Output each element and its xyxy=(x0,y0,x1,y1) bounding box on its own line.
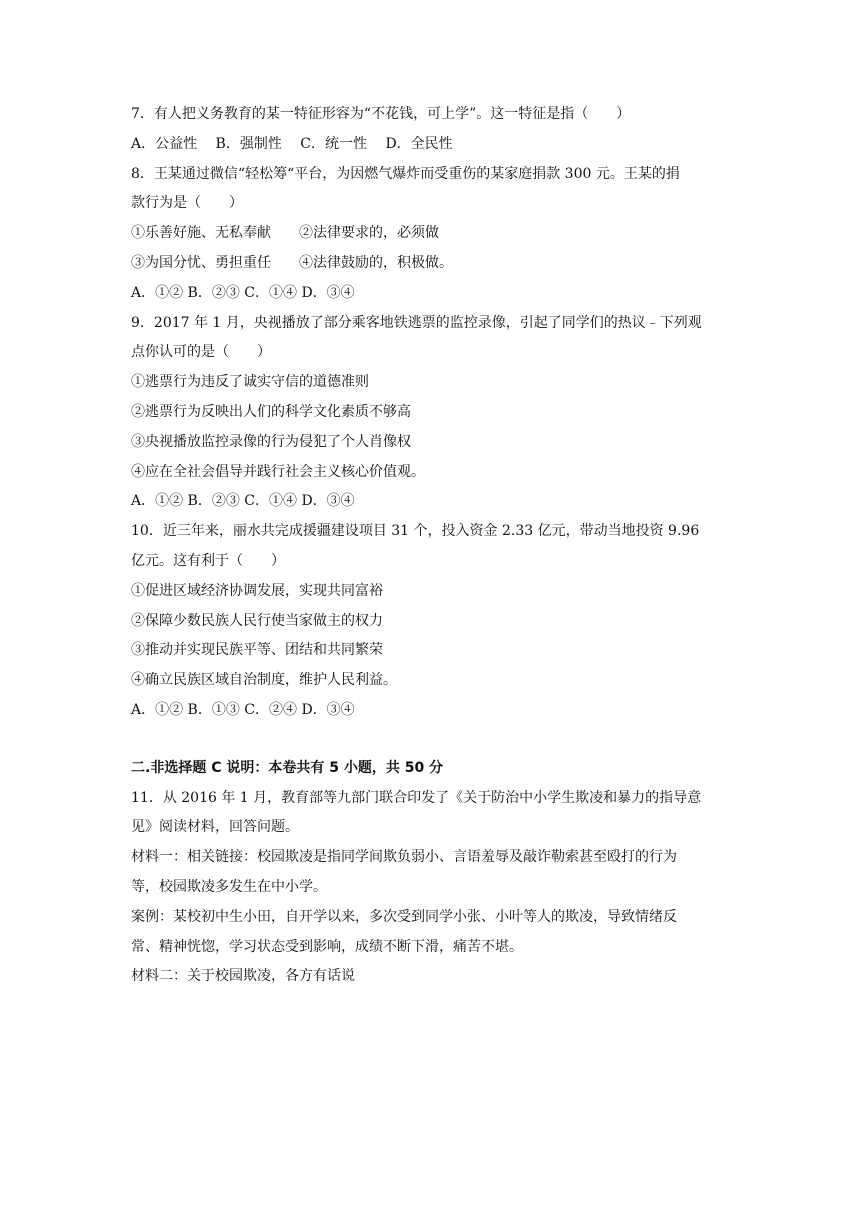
question-10-stem-line-1: 10．近三年来，丽水共完成援疆建设项目 31 个，投入资金 2.33 亿元，带动当地投资 9.96 xyxy=(131,523,700,540)
section-spacer xyxy=(131,726,743,754)
question-9-stem-line-1: 9．2017 年 1 月，央视播放了部分乘客地铁逃票的监控录像，引起了同学们的热议﹣下列观 xyxy=(131,314,702,331)
section-2-heading: 二.非选择题 C 说明：本卷共有 5 小题，共 50 分 xyxy=(131,759,444,776)
question-10-item-4: ④确立民族区域自治制度，维护人民利益。 xyxy=(131,672,397,689)
question-10-stem-line-2: 亿元。这有利于（ ） xyxy=(131,552,285,569)
question-11-stem-line-2: 见》阅读材料，回答问题。 xyxy=(131,819,299,836)
exam-content xyxy=(131,100,743,992)
question-11-stem-line-1: 11．从 2016 年 1 月，教育部等九部门联合印发了《关于防治中小学生欺凌和暴力的指导意 xyxy=(131,789,702,806)
question-10-item-1: ①促进区域经济协调发展，实现共同富裕 xyxy=(131,582,383,599)
material-1-line-1: 材料一：相关链接：校园欺凌是指同学间欺负弱小、言语羞辱及敲诈勒索甚至殴打的行为 xyxy=(131,849,677,866)
question-8-items-line-1: ①乐善好施、无私奉献 ②法律要求的，必须做 xyxy=(131,225,439,242)
question-8-stem-line-1: 8．王某通过微信“轻松筹“平台，为因燃气爆炸而受重伤的某家庭捐款 300 元。王某的捐 xyxy=(131,165,680,182)
question-9-stem-line-2: 点你认可的是（ ） xyxy=(131,344,271,361)
question-10-options: A．①② B．①③ C．②④ D．③④ xyxy=(131,701,355,718)
question-10-item-2: ②保障少数民族人民行使当家做主的权力 xyxy=(131,612,383,629)
question-8-options: A．①② B．②③ C．①④ D．③④ xyxy=(131,284,355,301)
question-8-stem-line-2: 款行为是（ ） xyxy=(131,195,243,212)
question-7-options: A．公益性 B．强制性 C．统一性 D．全民性 xyxy=(131,135,453,152)
question-9-item-4: ④应在全社会倡导并践行社会主义核心价值观。 xyxy=(131,463,425,480)
case-line-2: 常、精神恍惚，学习状态受到影响，成绩不断下滑，痛苦不堪。 xyxy=(131,938,523,955)
question-7-stem: 7．有人把义务教育的某一特征形容为“不花钱，可上学”。这一特征是指（ ） xyxy=(131,106,631,122)
question-9-item-3: ③央视播放监控录像的行为侵犯了个人肖像权 xyxy=(131,433,411,450)
material-1-line-2: 等，校园欺凌多发生在中小学。 xyxy=(131,878,327,895)
question-10-item-3: ③推动并实现民族平等、团结和共同繁荣 xyxy=(131,642,383,659)
question-9-options: A．①② B．②③ C．①④ D．③④ xyxy=(131,493,355,510)
question-8-items-line-2: ③为国分忧、勇担重任 ④法律鼓励的，积极做。 xyxy=(131,254,453,271)
case-line-1: 案例：某校初中生小田，自开学以来，多次受到同学小张、小叶等人的欺凌，导致情绪反 xyxy=(131,908,677,925)
question-9-item-2: ②逃票行为反映出人们的科学文化素质不够高 xyxy=(131,403,411,420)
question-9-item-1: ①逃票行为违反了诚实守信的道德准则 xyxy=(131,374,369,391)
material-2: 材料二：关于校园欺凌，各方有话说 xyxy=(131,968,355,985)
